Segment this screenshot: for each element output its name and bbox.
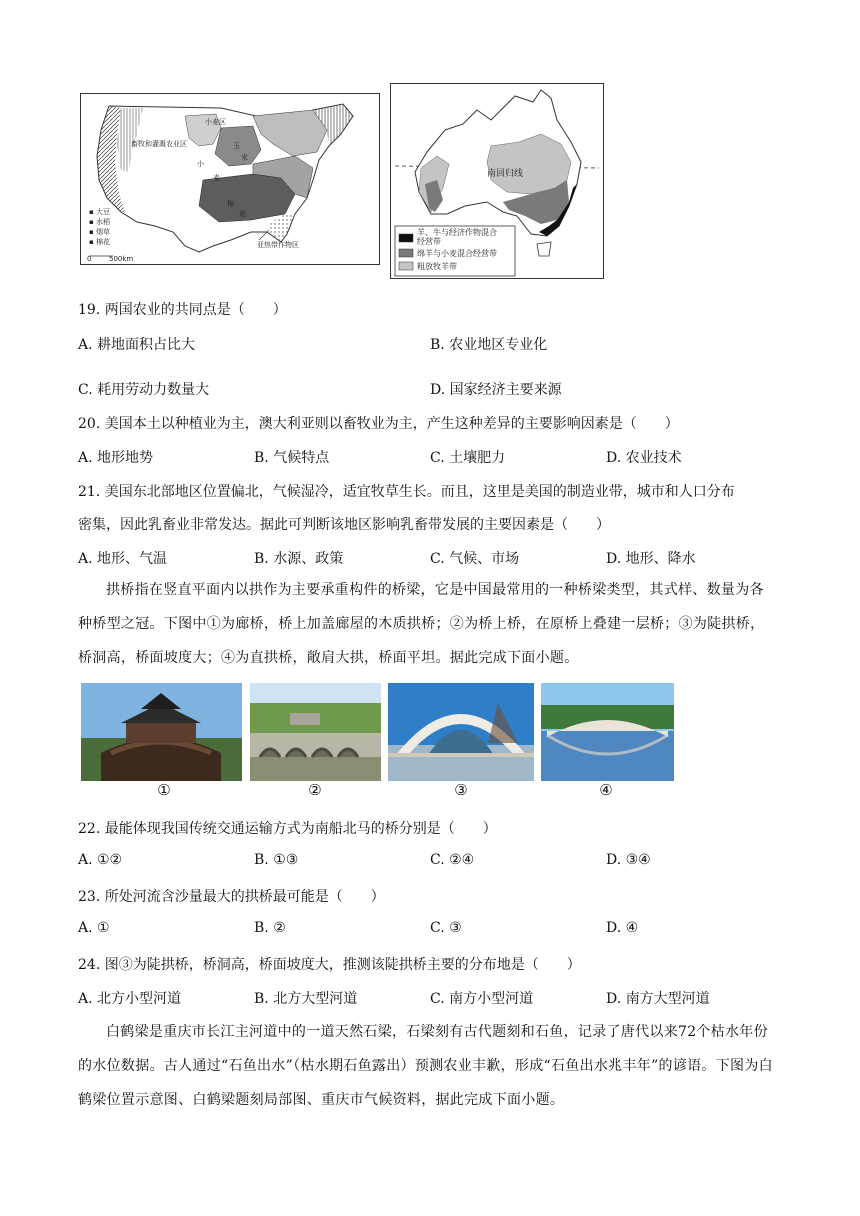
q22-option-d[interactable]: D. ③④ bbox=[606, 852, 651, 868]
q20-stem: 20. 美国本土以种植业为主，澳大利亚则以畜牧业为主，产生这种差异的主要影响因素是（ ） bbox=[78, 416, 679, 432]
us-subtropical-label: 亚热带作物区 bbox=[257, 241, 299, 249]
q19-stem: 19. 两国农业的共同点是（ ） bbox=[78, 302, 287, 318]
q24-option-d[interactable]: D. 南方大型河道 bbox=[606, 991, 710, 1007]
photo-bridge-on-bridge bbox=[250, 683, 381, 781]
q21-stem-line2: 密集，因此乳畜业非常发达。据此可判断该地区影响乳畜带发展的主要因素是（ ） bbox=[78, 517, 610, 533]
q23-option-d[interactable]: D. ④ bbox=[606, 920, 639, 936]
q23-option-c[interactable]: C. ③ bbox=[430, 920, 462, 936]
q24-option-b[interactable]: B. 北方大型河道 bbox=[254, 991, 358, 1007]
baiheliang-passage: 白鹤梁是重庆市长江主河道中的一道天然石梁，石梁刻有古代题刻和石鱼，记录了唐代以来72个枯水年份的水位数据。古人通过“石鱼出水”（枯水期石鱼露出）预测农业丰歉，形成“石鱼出水兆丰年”的谚语。下图为白鹤梁位置示意图、白鹤梁题刻局部图、重庆市气候资料，据此完成下面小题。 bbox=[78, 1024, 773, 1108]
q24-option-a[interactable]: A. 北方小型河道 bbox=[78, 991, 182, 1007]
us-cotton-char-1: 棉 bbox=[227, 200, 234, 208]
legend-cotton: 棉花 bbox=[96, 238, 110, 246]
photo-caption-4: ④ bbox=[599, 781, 613, 799]
us-corn-char-2: 米 bbox=[241, 154, 248, 162]
photo-covered-bridge bbox=[81, 683, 242, 781]
us-cotton-char-2: 花 bbox=[239, 210, 246, 218]
q20-option-c[interactable]: C. 土壤肥力 bbox=[430, 450, 506, 466]
australia-map-legend bbox=[395, 226, 515, 276]
scale-zero: 0 bbox=[87, 255, 92, 263]
q19-option-d[interactable]: D. 国家经济主要来源 bbox=[430, 382, 562, 398]
q22-option-a[interactable]: A. ①② bbox=[78, 852, 123, 868]
q24-option-c[interactable]: C. 南方小型河道 bbox=[430, 991, 534, 1007]
legend-swatch-wheat bbox=[399, 249, 413, 257]
q23-stem: 23. 所处河流含沙量最大的拱桥最可能是（ ） bbox=[78, 889, 385, 905]
q23-option-a[interactable]: A. ① bbox=[78, 920, 110, 936]
us-map-legend bbox=[89, 207, 110, 246]
legend-soybean: 大豆 bbox=[96, 208, 110, 216]
bridge-passage: 拱桥指在竖直平面内以拱作为主要承重构件的桥梁，它是中国最常用的一种桥梁类型，其式样、数量为各种桥型之冠。下图中①为廊桥，桥上加盖廊屋的木质拱桥；②为桥上桥，在原桥上叠建一层桥；③为陡拱桥，桥洞高，桥面坡度大；④为直拱桥，敞肩大拱，桥面平坦。据此完成下面小题。 bbox=[78, 582, 765, 666]
q21-option-a[interactable]: A. 地形、气温 bbox=[78, 551, 168, 567]
q21-option-c[interactable]: C. 气候、市场 bbox=[430, 551, 520, 567]
us-wheat-label: 小麦区 bbox=[205, 118, 226, 126]
us-small-char: 小 bbox=[197, 160, 204, 168]
q20-option-d[interactable]: D. 农业技术 bbox=[606, 450, 682, 466]
photo-caption-3: ③ bbox=[454, 781, 468, 799]
us-region-label: 畜牧和灌溉农业区 bbox=[131, 140, 187, 148]
photo-caption-1: ① bbox=[157, 781, 171, 799]
legend-swatch-mixed bbox=[399, 234, 413, 242]
australia-agriculture-map bbox=[390, 83, 604, 279]
q21-option-b[interactable]: B. 水源、政策 bbox=[254, 551, 344, 567]
photo-caption-2: ② bbox=[308, 781, 322, 799]
legend-wheat: 绵羊与小麦混合经营带 bbox=[417, 249, 497, 258]
legend-extensive: 粗放牧羊带 bbox=[417, 262, 457, 271]
photo-steep-arch-bridge bbox=[388, 683, 534, 781]
q22-option-b[interactable]: B. ①③ bbox=[254, 852, 299, 868]
q23-option-b[interactable]: B. ② bbox=[254, 920, 286, 936]
us-wheat-char: 麦 bbox=[213, 174, 220, 182]
tropic-label: 南回归线 bbox=[487, 169, 524, 179]
q19-option-a[interactable]: A. 耕地面积占比大 bbox=[78, 337, 196, 353]
legend-mixed-line1: 羊、牛与经济作物混合 bbox=[417, 228, 497, 237]
svg-text:▪: ▪ bbox=[89, 238, 94, 246]
q19-option-c[interactable]: C. 耗用劳动力数量大 bbox=[78, 382, 210, 398]
q22-option-c[interactable]: C. ②④ bbox=[430, 852, 475, 868]
photo-straight-arch-bridge bbox=[541, 683, 674, 781]
legend-tobacco: 烟草 bbox=[96, 228, 110, 236]
q24-stem: 24. 图③为陡拱桥，桥洞高，桥面坡度大，推测该陡拱桥主要的分布地是（ ） bbox=[78, 957, 581, 973]
q20-option-b[interactable]: B. 气候特点 bbox=[254, 450, 330, 466]
scale-label: 500km bbox=[109, 255, 134, 263]
q20-option-a[interactable]: A. 地形地势 bbox=[78, 450, 154, 466]
svg-text:▪: ▪ bbox=[89, 218, 94, 226]
q19-option-b[interactable]: B. 农业地区专业化 bbox=[430, 337, 548, 353]
legend-swatch-extensive bbox=[399, 262, 413, 270]
q21-stem-line1: 21. 美国东北部地区位置偏北，气候湿冷，适宜牧草生长。而且，这里是美国的制造业带，城市和人口分布 bbox=[78, 484, 735, 500]
svg-text:▪: ▪ bbox=[89, 228, 94, 236]
us-corn-char-1: 玉 bbox=[233, 142, 240, 150]
q22-stem: 22. 最能体现我国传统交通运输方式为南船北马的桥分别是（ ） bbox=[78, 821, 497, 837]
q21-option-d[interactable]: D. 地形、降水 bbox=[606, 551, 696, 567]
legend-mixed-line2: 经营带 bbox=[417, 237, 441, 246]
svg-text:▪: ▪ bbox=[89, 208, 94, 216]
legend-rice: 水稻 bbox=[96, 218, 110, 226]
us-agriculture-map bbox=[80, 93, 380, 265]
